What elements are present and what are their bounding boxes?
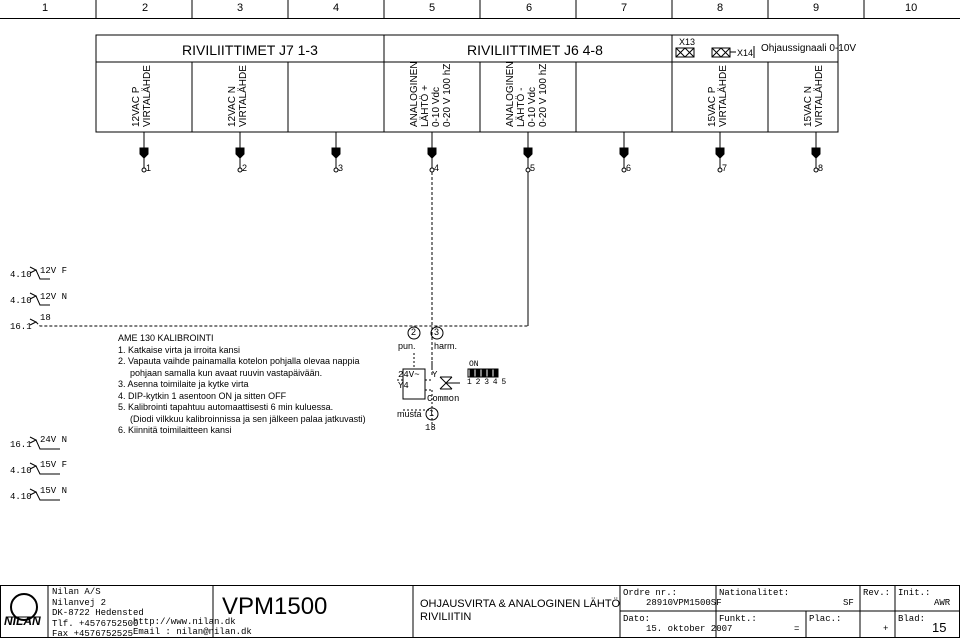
- date-value: 15. oktober 2007: [646, 624, 733, 634]
- terminal-label: 15VAC N VIRTALÄHDE: [803, 65, 825, 127]
- wire-color-label: harm.: [434, 341, 458, 351]
- column-number: 10: [905, 2, 918, 14]
- company-web: http://www.nilan.dk: [133, 617, 236, 627]
- instructions-title: AME 130 KALIBROINTI: [118, 333, 214, 343]
- header-group-title: RIVILIITTIMET J7 1-3: [182, 42, 318, 58]
- connector-label: X14: [737, 48, 754, 58]
- function-value: =: [794, 624, 800, 634]
- actuator-terminal: 24V~: [398, 370, 420, 380]
- wire-name: 12V N: [40, 292, 68, 302]
- wire-name: 24V N: [40, 435, 68, 445]
- order-number-value: 28910VPM1500SF: [646, 598, 722, 608]
- nationality-label: Nationalitet:: [719, 588, 790, 598]
- wire-ref: 4.10: [10, 270, 32, 280]
- terminal-number: 3: [338, 163, 344, 173]
- column-number: 2: [142, 2, 149, 14]
- wire-ref: 4.10: [10, 466, 32, 476]
- model-name: VPM1500: [222, 593, 328, 620]
- terminal-label: 12VAC N VIRTALÄHDE: [227, 65, 249, 127]
- header-group-title: RIVILIITTIMET J6 4-8: [467, 42, 603, 58]
- nationality-value: SF: [843, 598, 854, 608]
- terminal-number: 4: [434, 163, 440, 173]
- svg-text:NILAN: NILAN: [4, 614, 41, 628]
- wire-name: 15V N: [40, 486, 68, 496]
- instruction-line: 4. DIP-kytkin 1 asentoon ON ja sitten OFF: [118, 390, 287, 401]
- instruction-line: 6. Kiinnitä toimilaitteen kansi: [118, 425, 232, 435]
- circle-number: 2: [411, 327, 417, 337]
- column-number: 8: [717, 2, 724, 14]
- signal-label: Ohjaussignaali 0-10V: [761, 43, 857, 54]
- initials-label: Init.:: [898, 588, 931, 598]
- wire-ref: 4.10: [10, 296, 32, 306]
- terminal-number: 6: [626, 163, 632, 173]
- terminal-number: 7: [722, 163, 728, 173]
- connector-label: X13: [679, 37, 696, 47]
- wire-color-label: musta: [397, 409, 422, 419]
- column-number: 3: [237, 2, 244, 14]
- instruction-line: 2. Vapauta vaihde painamalla kotelon pohjalla olevaa nappia: [118, 356, 360, 366]
- company-email: Email : nilan@nilan.dk: [133, 627, 252, 637]
- company-info: Nilan A/S Nilanvej 2 DK-8722 Hedensted Tlf. +4576752500 Fax +4576752525: [52, 587, 144, 639]
- circle-number: 1: [429, 408, 435, 418]
- column-number: 4: [333, 2, 340, 14]
- wire-ref: 4.10: [10, 492, 32, 502]
- drawing-description: OHJAUSVIRTA & ANALOGINEN LÄHTÖ: [420, 598, 621, 610]
- initials-value: AWR: [934, 598, 951, 608]
- dip-switch-on-label: ON: [469, 360, 479, 369]
- actuator-terminal: Common: [427, 394, 460, 404]
- wire-color-label: pun.: [398, 341, 416, 351]
- drawing-description: RIVILIITIN: [420, 611, 472, 623]
- placement-label: Plac.:: [809, 614, 842, 624]
- circle-number: 3: [434, 327, 440, 337]
- column-number: 5: [429, 2, 436, 14]
- placement-value: +: [883, 624, 889, 634]
- terminal-number: 5: [530, 163, 536, 173]
- column-number: 9: [813, 2, 820, 14]
- actuator-terminal: Y4: [398, 381, 409, 391]
- terminal-label: ANALOGINEN LÄHTÖ - 0-10 Vdc 0-20 V 100 hZ: [505, 61, 549, 127]
- terminal-label: ANALOGINEN LÄHTÖ + 0-10 Vdc 0-20 V 100 hZ: [409, 61, 453, 127]
- instruction-line: (Diodi vilkkuu kalibroinnissa ja sen jälkeen palaa jatkuvasti): [130, 413, 366, 424]
- wire-name: 18: [40, 313, 51, 323]
- wire-name: 15V F: [40, 460, 68, 470]
- actuator-terminal: Y: [432, 370, 438, 380]
- wire-ref: 16.1: [10, 440, 32, 450]
- actuator-terminal: 13: [425, 423, 436, 433]
- instruction-line: pohjaan samalla kun avaat ruuvin vastapäivään.: [130, 367, 323, 378]
- title-block: [0, 585, 960, 638]
- revision-label: Rev.:: [863, 588, 891, 598]
- column-number: 6: [526, 2, 533, 14]
- sheet-value: 15: [932, 620, 947, 635]
- terminal-number: 8: [818, 163, 824, 173]
- column-number: 7: [621, 2, 628, 14]
- order-number-label: Ordre nr.:: [623, 588, 678, 598]
- wire-name: 12V F: [40, 266, 68, 276]
- instruction-line: 1. Katkaise virta ja irroita kansi: [118, 344, 241, 355]
- instruction-line: 5. Kalibrointi tapahtuu automaattisesti 6 min kuluessa.: [118, 402, 334, 412]
- terminal-number: 2: [242, 163, 248, 173]
- terminal-label: 15VAC P VIRTALÄHDE: [707, 65, 729, 127]
- date-label: Dato:: [623, 614, 651, 624]
- calibration-instructions: [118, 333, 366, 437]
- function-label: Funkt.:: [719, 614, 757, 624]
- wire-ref: 16.1: [10, 322, 32, 332]
- terminal-label: 12VAC P VIRTALÄHDE: [131, 65, 153, 127]
- column-number: 1: [42, 2, 49, 14]
- sheet-label: Blad:: [898, 614, 926, 624]
- dip-switch-numbers: 1 2 3 4 5: [467, 378, 506, 387]
- instruction-line: 3. Asenna toimilaite ja kytke virta: [118, 379, 249, 389]
- terminal-number: 1: [146, 163, 152, 173]
